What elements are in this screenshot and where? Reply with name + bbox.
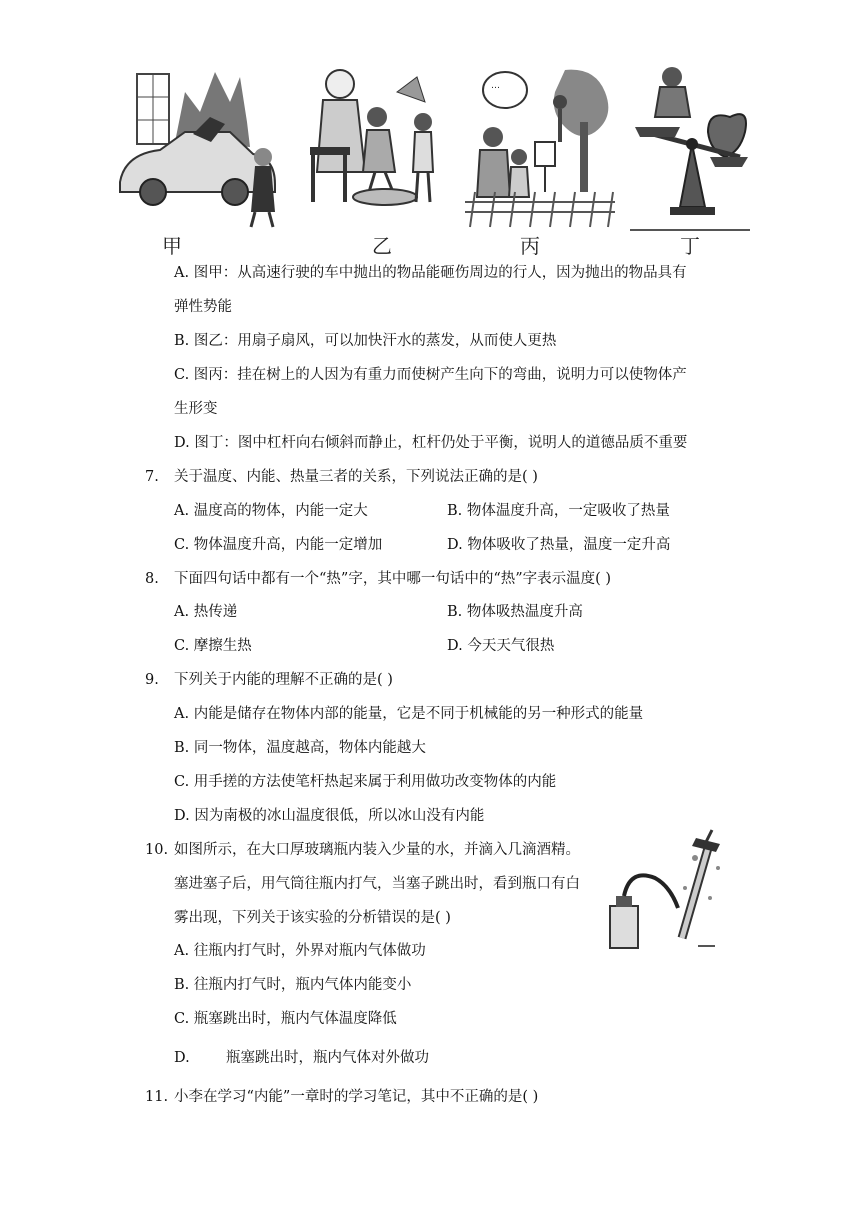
q6-option-d: D. 图丁：图中杠杆向右倾斜而静止，杠杆仍处于平衡，说明人的道德品质不重要 <box>174 435 688 451</box>
q8-option-d: D. 今天天气很热 <box>447 638 555 654</box>
q8-stem: 下面四句话中都有一个“热”字，其中哪一句话中的“热”字表示温度( ) <box>174 571 612 587</box>
q10-stem-line2: 塞进塞子后，用气筒往瓶内打气，当塞子跳出时，看到瓶口有白 <box>174 876 580 892</box>
q10-option-d-label: D. <box>174 1050 190 1066</box>
car-illustration <box>115 62 285 232</box>
figure-label-jia: 甲 <box>162 234 182 258</box>
q6-option-b: B. 图乙：用扇子扇风，可以加快汗水的蒸发，从而使人更热 <box>174 333 557 349</box>
figure-label-yi: 乙 <box>372 234 392 258</box>
q8-option-b: B. 物体吸热温度升高 <box>447 604 583 620</box>
q9-option-c: C. 用手搓的方法使笔杆热起来属于利用做功改变物体的内能 <box>174 774 557 790</box>
q6-option-a-line1: A. 图甲：从高速行驶的车中抛出的物品能砸伤周边的行人，因为抛出的物品具有 <box>174 265 687 281</box>
q8-number: 8. <box>145 571 159 587</box>
q11-stem: 小李在学习“内能”一章时的学习笔记，其中不正确的是( ) <box>174 1089 539 1105</box>
q10-stem-line3: 雾出现，下列关于该实验的分析错误的是( ) <box>174 910 451 926</box>
bottle-pump-illustration <box>600 828 725 953</box>
q6-option-c-line2: 生形变 <box>174 401 218 417</box>
fan-illustration <box>305 62 445 232</box>
q10-option-d: 瓶塞跳出时，瓶内气体对外做功 <box>226 1050 429 1066</box>
tree-illustration <box>465 62 615 232</box>
q9-stem: 下列关于内能的理解不正确的是( ) <box>174 672 393 688</box>
q8-option-a: A. 热传递 <box>174 604 238 620</box>
q9-number: 9. <box>145 672 159 688</box>
q10-option-c: C. 瓶塞跳出时，瓶内气体温度降低 <box>174 1011 397 1027</box>
q10-option-b: B. 往瓶内打气时，瓶内气体内能变小 <box>174 977 412 993</box>
q6-option-a-line2: 弹性势能 <box>174 299 232 315</box>
q7-number: 7. <box>145 469 159 485</box>
q10-option-a: A. 往瓶内打气时，外界对瓶内气体做功 <box>174 943 426 959</box>
q8-option-c: C. 摩擦生热 <box>174 638 252 654</box>
q10-stem-line1: 如图所示，在大口厚玻璃瓶内装入少量的水，并滴入几滴酒精。 <box>174 842 580 858</box>
q7-option-b: B. 物体温度升高，一定吸收了热量 <box>447 503 670 519</box>
q7-stem: 关于温度、内能、热量三者的关系，下列说法正确的是( ) <box>174 469 538 485</box>
q10-number: 10. <box>145 842 169 858</box>
figure-label-ding: 丁 <box>680 234 700 258</box>
q9-option-b: B. 同一物体，温度越高，物体内能越大 <box>174 740 426 756</box>
svg-text:…: … <box>491 81 500 91</box>
q9-option-a: A. 内能是储存在物体内部的能量，它是不同于机械能的另一种形式的能量 <box>174 706 644 722</box>
q7-option-d: D. 物体吸收了热量，温度一定升高 <box>447 537 671 553</box>
q11-number: 11. <box>145 1089 169 1105</box>
lever-illustration <box>630 62 750 232</box>
q7-option-c: C. 物体温度升高，内能一定增加 <box>174 537 383 553</box>
q9-option-d: D. 因为南极的冰山温度很低，所以冰山没有内能 <box>174 808 485 824</box>
figure-row <box>110 62 750 262</box>
figure-label-bing: 丙 <box>520 234 540 258</box>
q6-option-c-line1: C. 图丙：挂在树上的人因为有重力而使树产生向下的弯曲，说明力可以使物体产 <box>174 367 687 383</box>
q7-option-a: A. 温度高的物体，内能一定大 <box>174 503 368 519</box>
